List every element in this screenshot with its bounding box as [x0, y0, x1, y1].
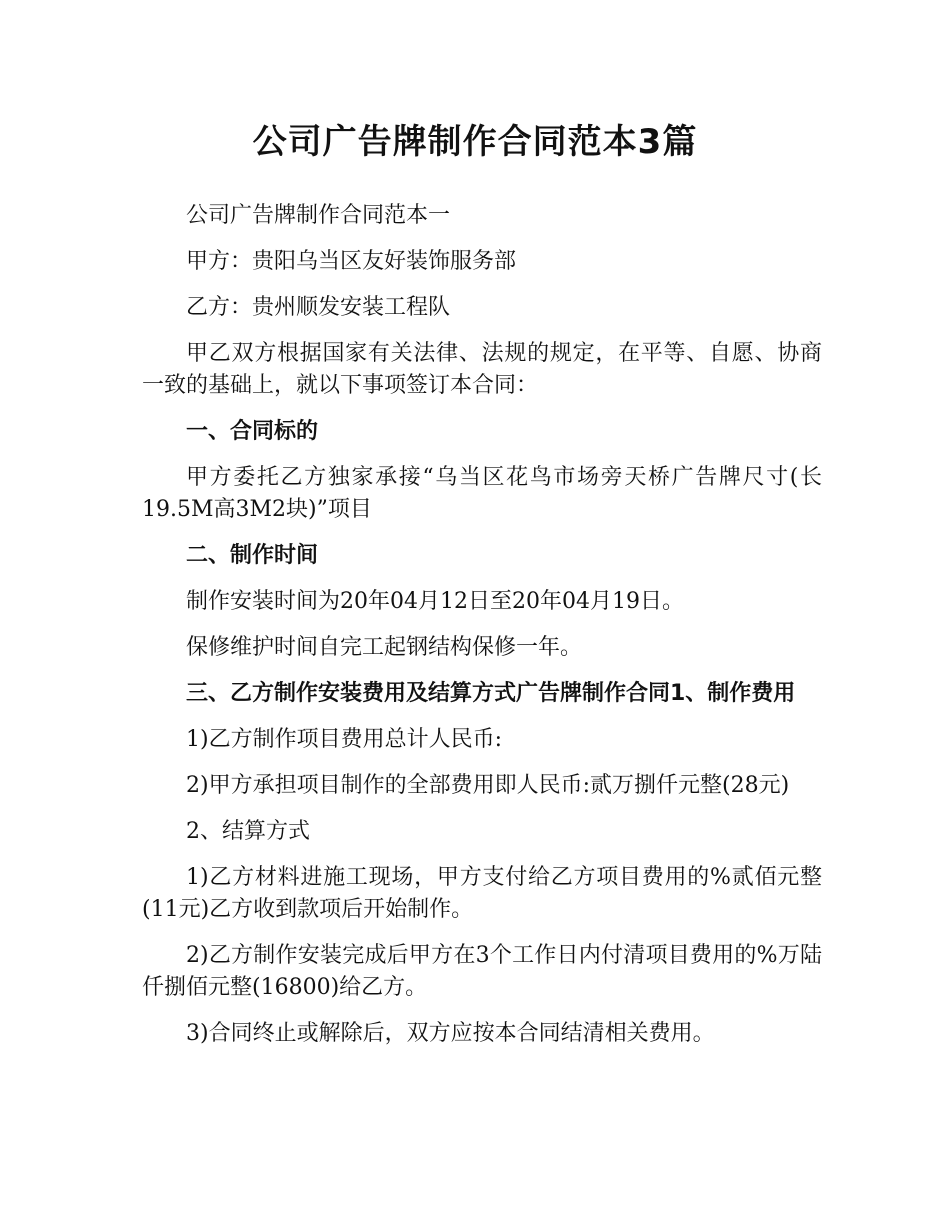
settlement-item-1: 1)乙方材料进施工现场，甲方支付给乙方项目费用的%贰佰元整(11元)乙方收到款项后开始制作。: [142, 865, 822, 922]
document-body: [142, 200, 822, 1064]
fee-item-2: 2)甲方承担项目制作的全部费用即人民币:贰万捌仟元整(28元): [186, 773, 790, 798]
preamble-paragraph: 甲乙双方根据国家有关法律、法规的规定，在平等、自愿、协商一致的基础上，就以下事项签订本合同：: [142, 341, 822, 398]
party-b: 乙方：贵州顺发安装工程队: [186, 295, 451, 320]
section-heading-schedule: 二、制作时间: [186, 543, 319, 568]
settlement-heading: 2、结算方式: [186, 819, 310, 844]
settlement-item-2: 2)乙方制作安装完成后甲方在3个工作日内付清项目费用的%万陆仟捌佰元整(16800)给乙方。: [142, 943, 822, 1000]
section-heading-subject: 一、合同标的: [186, 419, 319, 444]
warranty-paragraph: 保修维护时间自完工起钢结构保修一年。: [186, 635, 583, 660]
party-a: 甲方：贵阳乌当区友好装饰服务部: [186, 249, 517, 274]
section-heading-fees: 三、乙方制作安装费用及结算方式广告牌制作合同1、制作费用: [186, 681, 796, 706]
contract-subtitle: 公司广告牌制作合同范本一: [186, 203, 451, 228]
schedule-paragraph: 制作安装时间为20年04月12日至20年04月19日。: [186, 589, 684, 614]
settlement-item-3: 3)合同终止或解除后，双方应按本合同结清相关费用。: [186, 1021, 715, 1046]
subject-paragraph: 甲方委托乙方独家承接“乌当区花鸟市场旁天桥广告牌尺寸(长19.5M高3M2块)”项目: [142, 465, 822, 522]
fee-item-1: 1)乙方制作项目费用总计人民币:: [186, 727, 502, 752]
document-title: 公司广告牌制作合同范本3篇: [252, 122, 698, 162]
